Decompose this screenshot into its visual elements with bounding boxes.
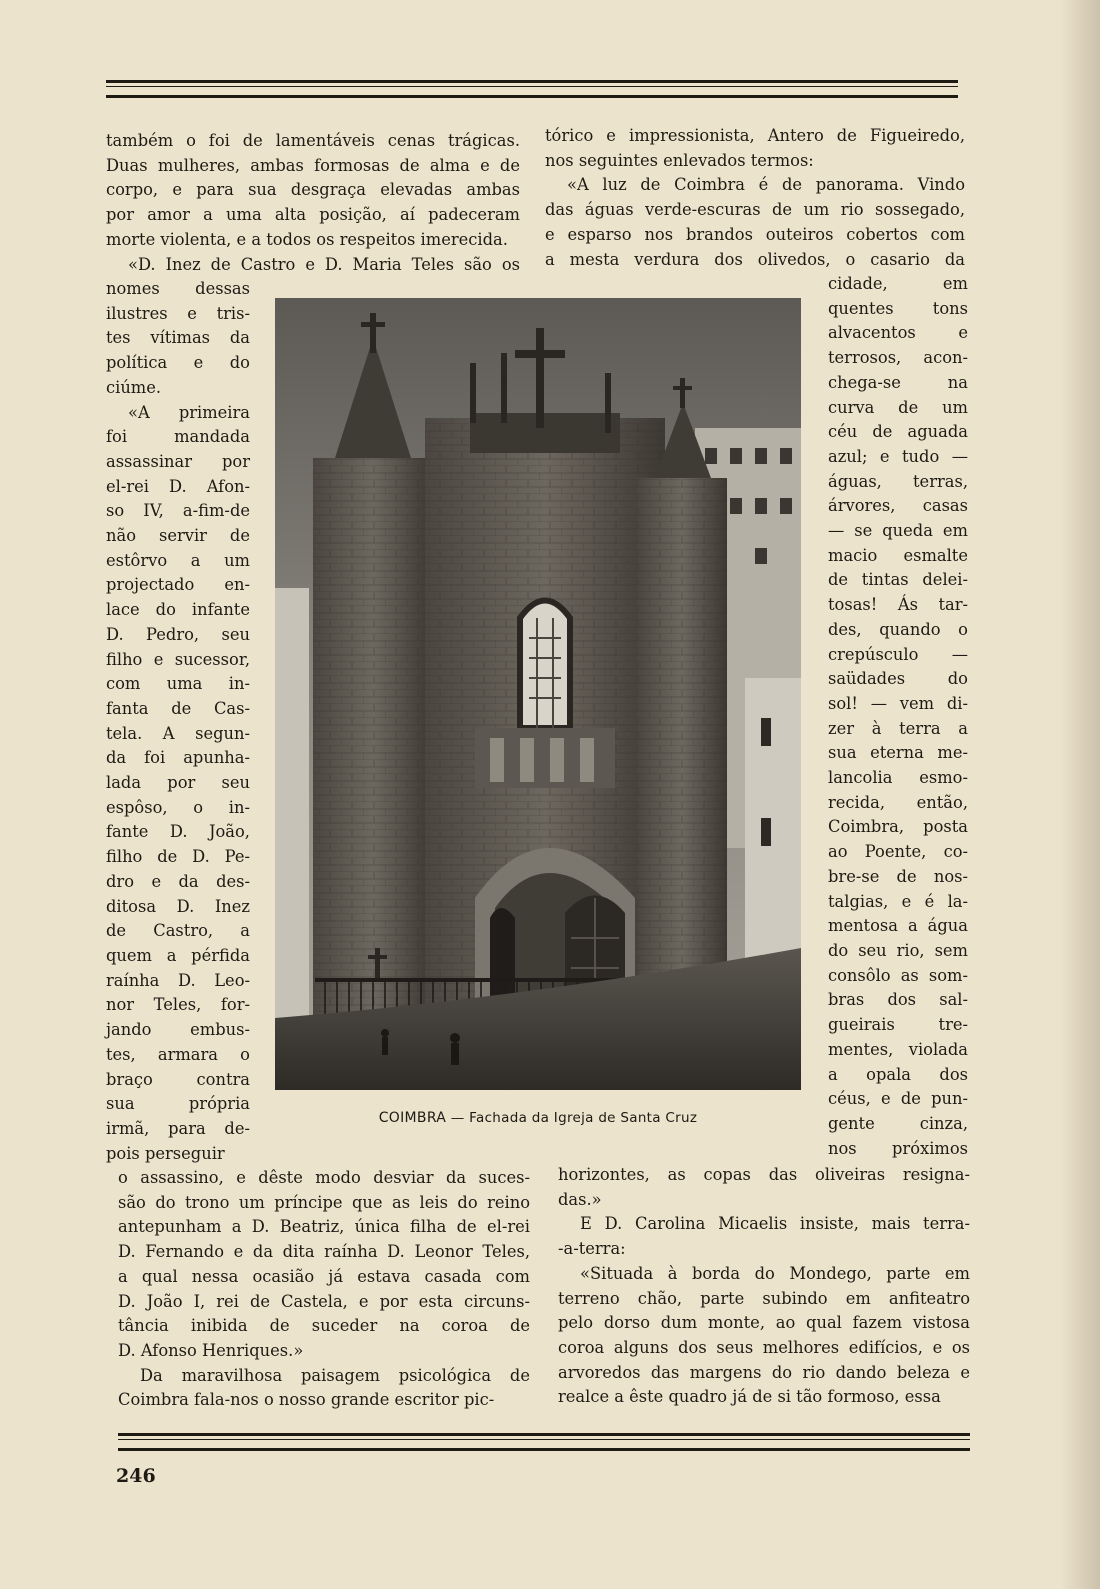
text-line: so IV, a-fim-de <box>106 501 250 521</box>
text-line: de tintas delei- <box>828 570 968 590</box>
church-facade-photograph <box>275 298 801 1090</box>
text-line: bre-se de nos- <box>828 866 968 886</box>
text-line: antepunham a D. Beatriz, única filha de el-rei <box>118 1217 530 1237</box>
text-line: lada por seu <box>106 773 250 793</box>
text-line: pois perseguir <box>106 1143 225 1163</box>
text-line: cidade, em <box>828 274 968 293</box>
text-line: mentosa a água <box>828 916 968 936</box>
text-line: «Situada à borda do Mondego, parte em <box>580 1263 970 1283</box>
text-line: Coimbra fala-nos o nosso grande escritor pic- <box>118 1390 495 1410</box>
caption-text: Fachada da Igreja de Santa Cruz <box>469 1110 698 1126</box>
text-line: irmã, para de- <box>106 1118 250 1138</box>
text-line: coroa alguns dos seus melhores edifícios, e os <box>558 1337 970 1357</box>
text-line: D. João I, rei de Castela, e por esta circuns- <box>118 1291 530 1311</box>
text-line: da foi apunha- <box>106 748 250 768</box>
text-line: lace do infante <box>106 600 250 620</box>
text-line: do seu rio, sem <box>828 940 968 960</box>
text-line: dro e da des- <box>106 871 250 891</box>
text-line: tância inibida de suceder na coroa de <box>118 1316 530 1336</box>
text-line: talgias, e é la- <box>828 891 968 911</box>
text-line: a mesta verdura dos olivedos, o casario da <box>545 249 965 269</box>
text-line: mentes, violada <box>828 1039 968 1059</box>
text-line: realce a êste quadro já de si tão formoso, essa <box>558 1387 941 1407</box>
text-line: o assassino, e dêste modo desviar da suces- <box>118 1168 530 1187</box>
text-line: foi mandada <box>106 427 250 447</box>
text-line: «A luz de Coimbra é de panorama. Vindo <box>567 175 965 195</box>
caption-dash: — <box>450 1110 465 1126</box>
bottom-double-rule <box>118 1433 970 1451</box>
text-line: Duas mulheres, ambas formosas de alma e de <box>106 155 520 175</box>
text-line: Da maravilhosa paisagem psicológica de <box>140 1365 530 1385</box>
text-line: céus, e de pun- <box>828 1089 968 1109</box>
text-line: chega-se na <box>828 372 968 392</box>
text-line: horizontes, as copas das oliveiras resigna- <box>558 1165 970 1184</box>
left-column-wrapped-text <box>106 277 250 1166</box>
text-line: sua própria <box>106 1094 250 1114</box>
text-line: tela. A segun- <box>106 723 250 743</box>
text-line: sua eterna me- <box>828 743 968 763</box>
text-line: alvacentos e <box>828 323 968 343</box>
page-edge-shadow <box>1060 0 1100 1589</box>
text-line: filho e sucessor, <box>106 649 250 669</box>
text-line: Coimbra, posta <box>828 817 968 837</box>
caption-place: COIMBRA <box>378 1110 447 1126</box>
text-line: «A primeira <box>128 402 250 422</box>
figure-caption <box>278 1110 798 1126</box>
text-line: gente cinza, <box>828 1113 968 1133</box>
text-line: zer à terra a <box>828 718 968 738</box>
text-line: das.» <box>558 1189 602 1209</box>
text-line: D. Pedro, seu <box>106 624 250 644</box>
text-line: por amor a uma alta posição, aí padeceram <box>106 205 520 225</box>
text-line: pelo dorso dum monte, ao qual fazem vistosa <box>558 1313 970 1333</box>
right-column-top-text <box>545 124 965 272</box>
text-line: nos próximos <box>828 1138 968 1158</box>
text-line: «D. Inez de Castro e D. Maria Teles são os <box>128 254 520 274</box>
text-line: árvores, casas <box>828 496 968 516</box>
text-line: des, quando o <box>828 619 968 639</box>
top-double-rule <box>106 80 958 98</box>
text-line: das águas verde-escuras de um rio sossegado, <box>545 200 965 220</box>
text-line: fante D. João, <box>106 822 250 842</box>
text-line: fanta de Cas- <box>106 698 250 718</box>
text-line: lancolia esmo- <box>828 768 968 788</box>
text-line: quentes tons <box>828 298 968 318</box>
text-line: el-rei D. Afon- <box>106 476 250 496</box>
text-line: terrosos, acon- <box>828 348 968 368</box>
text-line: braço contra <box>106 1069 250 1089</box>
text-line: ilustres e tris- <box>106 303 250 323</box>
text-line: quem a pérfida <box>106 945 250 965</box>
text-line: ditosa D. Inez <box>106 896 250 916</box>
text-line: corpo, e para sua desgraça elevadas ambas <box>106 180 520 200</box>
text-line: D. Afonso Henriques.» <box>118 1340 304 1360</box>
text-line: tes vítimas da <box>106 328 250 348</box>
text-line: tosas! Ás tar- <box>828 595 968 615</box>
text-line: espôso, o in- <box>106 797 250 817</box>
text-line: águas, terras, <box>828 471 968 491</box>
text-line: tes, armara o <box>106 1044 250 1064</box>
text-line: D. Fernando e da dita raínha D. Leonor Teles, <box>118 1242 530 1262</box>
page-number: 246 <box>116 1465 156 1487</box>
text-line: são do trono um príncipe que as leis do reino <box>118 1192 530 1212</box>
text-line: projectado en- <box>106 575 250 595</box>
text-line: crepúsculo — <box>828 644 968 664</box>
right-column-wrapped-text <box>828 272 968 1161</box>
text-line: saüdades do <box>828 669 968 689</box>
text-line: azul; e tudo — <box>828 446 968 466</box>
text-line: gueirais tre- <box>828 1015 968 1035</box>
text-line: assassinar por <box>106 451 250 471</box>
text-line: filho de D. Pe- <box>106 847 250 867</box>
text-line: estôrvo a um <box>106 550 250 570</box>
text-line: bras dos sal- <box>828 990 968 1010</box>
text-line: também o foi de lamentáveis cenas trágicas. <box>106 131 520 150</box>
text-line: não servir de <box>106 526 250 546</box>
text-line: consôlo as som- <box>828 965 968 985</box>
text-line: morte violenta, e a todos os respeitos imerecida. <box>106 229 508 249</box>
text-line: nos seguintes enlevados termos: <box>545 150 814 170</box>
text-line: -a-terra: <box>558 1239 626 1259</box>
text-line: curva de um <box>828 397 968 417</box>
text-line: política e do <box>106 353 250 373</box>
text-line: a qual nessa ocasião já estava casada com <box>118 1266 530 1286</box>
left-column-bottom-text <box>118 1166 530 1413</box>
text-line: céu de aguada <box>828 422 968 442</box>
text-line: jando embus- <box>106 1020 250 1040</box>
text-line: — se queda em <box>828 521 968 541</box>
text-line: e esparso nos brandos outeiros cobertos com <box>545 224 965 244</box>
text-line: a opala dos <box>828 1064 968 1084</box>
text-line: macio esmalte <box>828 545 968 565</box>
text-line: ao Poente, co- <box>828 842 968 862</box>
text-line: E D. Carolina Micaelis insiste, mais terra- <box>580 1214 970 1234</box>
left-column-top-text <box>106 129 520 277</box>
text-line: nomes dessas <box>106 279 250 298</box>
text-line: sol! — vem di- <box>828 693 968 713</box>
text-line: tórico e impressionista, Antero de Figueiredo, <box>545 126 965 145</box>
text-line: ciúme. <box>106 377 162 397</box>
text-line: com uma in- <box>106 674 250 694</box>
text-line: arvoredos das margens do rio dando beleza e <box>558 1362 970 1382</box>
text-line: recida, então, <box>828 792 968 812</box>
text-line: nor Teles, for- <box>106 995 250 1015</box>
text-line: raínha D. Leo- <box>106 970 250 990</box>
text-line: terreno chão, parte subindo em anfiteatro <box>558 1288 970 1308</box>
text-line: de Castro, a <box>106 921 250 941</box>
right-column-bottom-text <box>558 1163 970 1410</box>
